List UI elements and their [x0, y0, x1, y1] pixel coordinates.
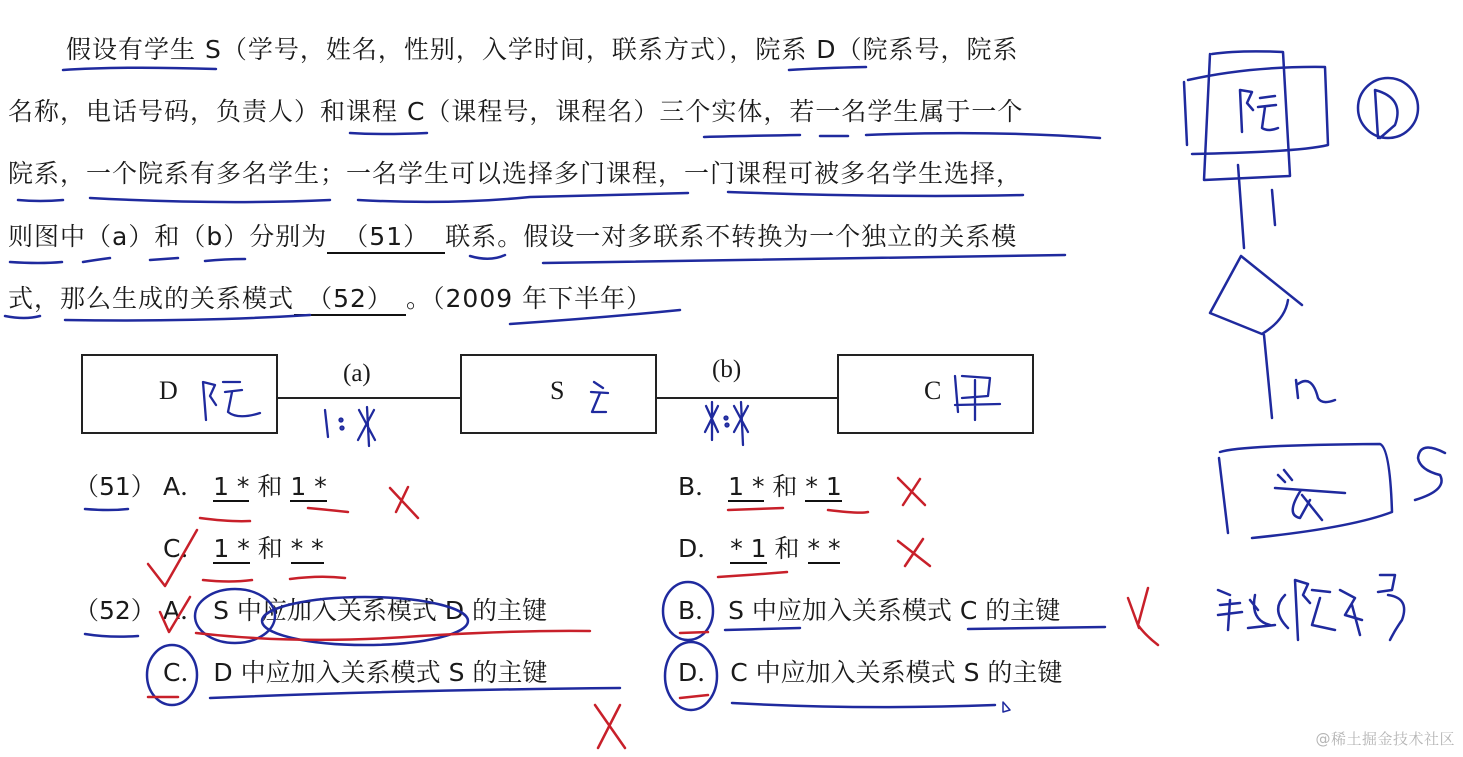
- question-line-2: 名称，电话号码，负责人）和课程 C（课程号，课程名）三个实体，若一名学生属于一个: [8, 97, 1024, 126]
- option-right: 1 *: [290, 472, 327, 501]
- question-line-4: [8, 222, 1017, 254]
- q51-option-c[interactable]: [163, 534, 324, 564]
- q52-option-d[interactable]: [678, 658, 1062, 688]
- option-letter: C．: [163, 534, 206, 563]
- option-join: 和: [774, 534, 800, 563]
- connector-a: [276, 397, 460, 399]
- answer-blank-51: （51）: [327, 222, 445, 254]
- entity-label-d: D: [159, 376, 178, 405]
- watermark: @稀土掘金技术社区: [1315, 730, 1455, 748]
- q52-option-a[interactable]: [163, 596, 547, 626]
- option-right: * *: [807, 534, 841, 563]
- option-text: C 中应加入关系模式 S 的主键: [730, 658, 1063, 687]
- option-join: 和: [257, 472, 283, 501]
- relationship-label-b: (b): [712, 356, 742, 383]
- option-letter: D．: [678, 534, 723, 563]
- entity-box-d: [81, 354, 278, 434]
- option-text: S 中应加入关系模式 C 的主键: [728, 596, 1061, 625]
- option-left: 1 *: [213, 534, 250, 563]
- answer-blank-52: （52）: [294, 284, 406, 316]
- option-join: 和: [772, 472, 798, 501]
- question-line-1: 假设有学生 S（学号，姓名，性别，入学时间，联系方式），院系 D（院系号，院系: [66, 35, 1019, 64]
- q52-number: （52）: [74, 596, 156, 625]
- option-left: 1 *: [213, 472, 250, 501]
- entity-box-s: [460, 354, 657, 434]
- q51-number: （51）: [74, 472, 156, 501]
- option-text: D 中应加入关系模式 S 的主键: [213, 658, 548, 687]
- option-left: * 1: [730, 534, 767, 563]
- question-line-5-tail: 。（2009 年下半年）: [406, 284, 653, 313]
- option-letter: C．: [163, 658, 206, 687]
- q51-option-a[interactable]: [163, 472, 327, 502]
- option-letter: A．: [163, 596, 206, 625]
- entity-label-s: S: [550, 376, 565, 405]
- entity-label-c: C: [924, 376, 942, 405]
- option-letter: D．: [678, 658, 723, 687]
- q51-option-d[interactable]: [678, 534, 840, 564]
- option-join: 和: [257, 534, 283, 563]
- connector-b: [655, 397, 837, 399]
- option-letter: A．: [163, 472, 206, 501]
- entity-box-c: [837, 354, 1034, 434]
- option-right: * 1: [805, 472, 842, 501]
- right-sketch: [1184, 51, 1445, 640]
- option-letter: B．: [678, 472, 721, 501]
- question-line-4-tail: 联系。假设一对多联系不转换为一个独立的关系模: [445, 222, 1018, 251]
- option-left: 1 *: [728, 472, 765, 501]
- option-letter: B．: [678, 596, 721, 625]
- question-line-5: [8, 284, 652, 316]
- q52-option-c[interactable]: [163, 658, 547, 688]
- question-line-4-head: 则图中（a）和（b）分别为: [8, 222, 328, 251]
- question-line-3: 院系，一个院系有多名学生；一名学生可以选择多门课程，一门课程可被多名学生选择，: [8, 159, 1023, 188]
- q51-option-b[interactable]: [678, 472, 842, 502]
- question-line-5-head: 式，那么生成的关系模式: [8, 284, 295, 313]
- option-text: S 中应加入关系模式 D 的主键: [213, 596, 548, 625]
- relationship-label-a: (a): [343, 360, 371, 387]
- option-right: * *: [290, 534, 324, 563]
- q52-option-b[interactable]: [678, 596, 1060, 626]
